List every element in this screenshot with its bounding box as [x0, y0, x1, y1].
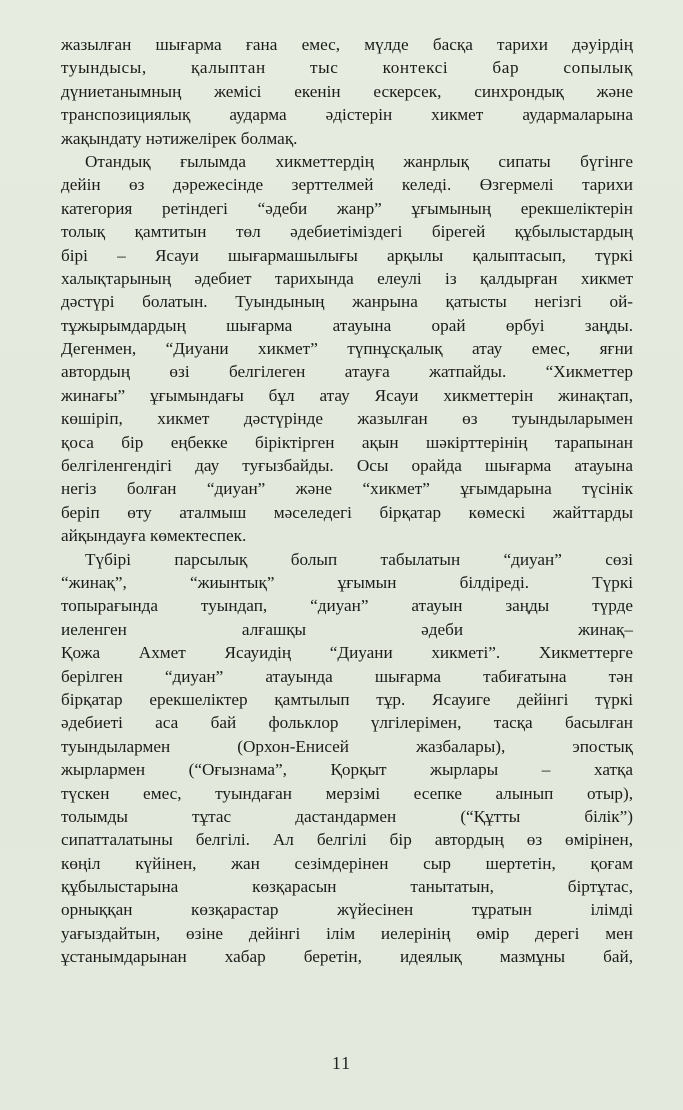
text-line: Түбірі парсылық болып табылатын “диуан” сөзі	[85, 549, 633, 569]
paragraph-1	[61, 33, 633, 150]
text-line: айқындауға көмектеспек.	[61, 526, 247, 546]
paragraph-3	[61, 548, 633, 969]
text-line: әдебиеті аса бай фольклор үлгілерімен, тасқа басылған	[61, 713, 633, 733]
text-line: көшіріп, хикмет дәстүрінде жазылған өз туындыларымен	[61, 409, 633, 429]
text-line: иеленген алғашқы әдеби жинақ–	[61, 619, 633, 639]
text-line: автордың өзі белгілеген атауға жатпайды. “Хикметтер	[61, 362, 633, 382]
text-line: орныққан көзқарастар жүйесінен тұратын ілімді	[61, 900, 633, 920]
text-line: туындылармен (Орхон-Енисей жазбалары), эпостық	[61, 736, 633, 756]
text-line: сипатталатыны белгілі. Ал белгілі бір автордың өз өмірінен,	[61, 830, 633, 850]
text-line: дейін өз дәрежесінде зерттелмей келеді. Өзгермелі тарихи	[61, 175, 633, 195]
text-line: бірқатар ерекшеліктер қамтылып тұр. Ясауиге дейінгі түркі	[61, 689, 633, 709]
text-line: Дегенмен, “Диуани хикмет” түпнұсқалық атау емес, яғни	[61, 339, 633, 359]
text-line: түскен емес, туындаған мерзімі есепке алынып отыр),	[61, 783, 633, 803]
text-line: толық қамтитын төл әдебиетіміздегі бірегей құбылыстардың	[61, 222, 633, 242]
text-line: Қожа Ахмет Ясауидің “Диуани хикметі”. Хикметтерге	[61, 643, 633, 663]
text-line: жақындату нәтижелірек болмақ.	[61, 128, 298, 148]
text-line: қоса бір еңбекке біріктірген ақын шәкірттерінің тарапынан	[61, 432, 633, 452]
text-line: транспозициялық аударма әдістерін хикмет аудармаларына	[61, 105, 633, 125]
text-line: бірі – Ясауи шығармашылығы арқылы қалыптасып, түркі	[61, 245, 633, 265]
page-number: 11	[331, 1053, 352, 1073]
text-line: туындысы, қалыптан тыс контексі бар сопылық	[61, 58, 633, 78]
text-line: дүниетанымның жемісі екенін ескерсек, синхрондық және	[61, 81, 633, 101]
text-line: Отандық ғылымда хикметтердің жанрлық сипаты бүгінге	[85, 151, 633, 171]
text-line: жазылған шығарма ғана емес, мүлде басқа тарихи дәуірдің	[61, 35, 633, 54]
text-line: халықтарының әдебиет тарихында елеулі із қалдырған хикмет	[61, 268, 633, 288]
paragraph-2	[61, 150, 633, 548]
text-line: көңіл күйінен, жан сезімдерінен сыр шертетін, қоғам	[61, 853, 633, 873]
text-line: дәстүрі болатын. Туындының жанрына қатысты негізгі ой-	[61, 292, 633, 312]
text-line: белгіленгендігі дау туғызбайды. Осы орайда шығарма атауына	[61, 456, 633, 476]
text-line: топырағында туындап, “диуан” атауын заңды түрде	[61, 596, 633, 616]
text-line: негіз болған “диуан” және “хикмет” ұғымдарына түсінік	[61, 479, 633, 499]
text-line: толымды тұтас дастандармен (“Құтты білік”)	[61, 806, 633, 826]
text-line: категория ретіндегі “әдеби жанр” ұғымының ерекшеліктерін	[61, 198, 633, 218]
text-line: құбылыстарына көзқарасын танытатын, біртұтас,	[61, 877, 633, 897]
text-line: тұжырымдардың шығарма атауына орай өрбуі заңды.	[61, 315, 633, 335]
text-line: беріп өту аталмыш мәселедегі бірқатар көмескі жайттарды	[61, 502, 633, 522]
text-line: жырлармен (“Оғызнама”, Қорқыт жырлары – хатқа	[61, 760, 633, 780]
body-text	[61, 33, 633, 969]
text-line: берілген “диуан” атауында шығарма табиғатына тән	[61, 666, 633, 686]
text-line: уағыздайтын, өзіне дейінгі ілім иелерінің өмір дерегі мен	[61, 923, 633, 943]
text-line: “жинақ”, “жиынтық” ұғымын білдіреді. Түркі	[61, 572, 633, 592]
text-line: жинағы” ұғымындағы бұл атау Ясауи хикметтерін жинақтап,	[61, 385, 633, 405]
text-line: ұстанымдарынан хабар беретін, идеялық мазмұны бай,	[61, 947, 633, 967]
